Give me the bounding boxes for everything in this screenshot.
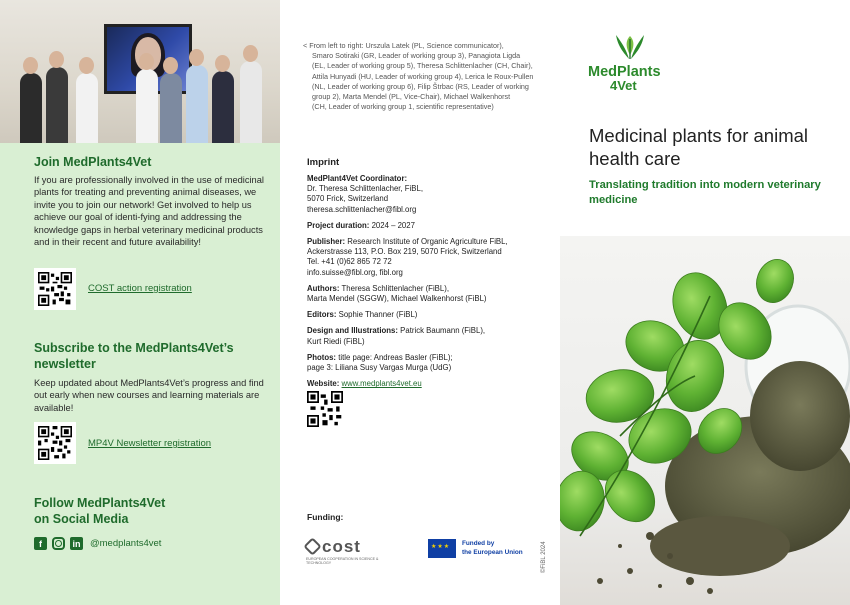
left-panel	[0, 0, 280, 605]
photos-block	[307, 353, 547, 373]
caption-line: Attila Hunyadi (HU, Leader of working group 4), Lerica le Roux-Pullen	[312, 71, 534, 81]
join-title: Join MedPlants4Vet	[34, 155, 152, 169]
newsletter-title-line2: newsletter	[34, 357, 96, 371]
website-label: Website:	[307, 379, 340, 389]
design-line2: Kurt Riedi (FiBL)	[307, 336, 365, 346]
newsletter-title-line1: Subscribe to the MedPlants4Vet’s	[34, 341, 234, 355]
design-block	[307, 326, 547, 346]
authors-block	[307, 284, 547, 304]
social-handle[interactable]: @medplants4vet	[90, 538, 162, 549]
logo-text-line1: MedPlants	[588, 64, 661, 80]
linkedin-icon[interactable]: in	[70, 537, 83, 550]
funding-label: Funding:	[307, 512, 344, 522]
caption-line: (NL, Leader of working group 6), Filip Štrbac (RS, Leader of working	[312, 81, 529, 91]
eu-line1: Funded by	[462, 540, 495, 548]
eu-funding-text	[462, 540, 523, 557]
middle-panel	[280, 0, 560, 605]
newsletter-title	[34, 340, 234, 372]
authors-line1: Theresa Schlittenlacher (FiBL),	[341, 283, 449, 293]
authors-line2: Marta Mendel (SGGW), Michael Walkenhorst (FiBL)	[307, 294, 487, 304]
social-title-line1: Follow MedPlants4Vet	[34, 496, 166, 510]
coordinator-name: Dr. Theresa Schlittenlacher, FiBL,	[307, 184, 423, 194]
copyright-note: ©FiBL 2024	[541, 541, 547, 573]
caption-line: < From left to right: Urszula Latek (PL, Science communicator),	[303, 41, 504, 50]
eu-line2: the European Union	[462, 548, 523, 556]
cost-qr-code[interactable]	[34, 268, 76, 310]
cover-subtitle: Translating tradition into modern veterinary medicine	[589, 179, 821, 206]
design-label: Design and Illustrations:	[307, 326, 398, 336]
qr-code-icon	[38, 426, 72, 460]
logo-text-line2: 4Vet	[610, 78, 637, 93]
cover-panel	[560, 0, 850, 605]
publisher-phone: Tel. +41 (0)62 865 72 72	[307, 257, 392, 267]
caption-line: (CH, Leader of working group 1, scientific representative)	[312, 102, 494, 112]
newsletter-text: Keep updated about MedPlants4Vet’s progress and find out early when new courses and learning materials are available!	[34, 378, 264, 413]
leaf-logo-icon	[612, 33, 648, 61]
publisher-name: Research Institute of Organic Agriculture FiBL,	[347, 237, 508, 247]
cost-hexagon-icon	[303, 537, 321, 555]
publisher-label: Publisher:	[307, 237, 346, 247]
newsletter-registration-link[interactable]: MP4V Newsletter registration	[88, 438, 212, 449]
website-link[interactable]: www.medplants4vet.eu	[341, 379, 422, 389]
editors-value: Sophie Thanner (FiBL)	[338, 310, 418, 320]
editors-block	[307, 310, 547, 320]
website-block	[307, 379, 547, 389]
cost-tagline: EUROPEAN COOPERATION IN SCIENCE & TECHNOLOGY	[306, 557, 379, 566]
cost-registration-link[interactable]: COST action registration	[88, 283, 192, 294]
mint-leaves-image	[560, 236, 850, 605]
duration-value: 2024 – 2027	[371, 220, 415, 230]
instagram-icon[interactable]	[52, 537, 65, 550]
coordinator-email[interactable]: theresa.schlittenlacher@fibl.org	[307, 204, 417, 214]
editors-label: Editors:	[307, 310, 337, 320]
photos-line1: title page: Andreas Basler (FiBL);	[338, 352, 453, 362]
eu-funding-logo	[428, 539, 523, 558]
join-text: If you are professionally involved in the use of medicinal plants for treating and preventing animal diseases, we invite you to join our network! Get involved to help us achieve our goal of identi-fying and addressing the knowledge gaps in herbal veterinary medicinal products and in their recent and future availability!	[34, 175, 264, 248]
duration-block	[307, 221, 547, 231]
photos-label: Photos:	[307, 352, 337, 362]
facebook-icon[interactable]: f	[34, 537, 47, 550]
coordinator-block	[307, 174, 547, 215]
social-title-line2: on Social Media	[34, 512, 129, 526]
qr-code-icon	[38, 272, 72, 306]
photo-caption	[303, 41, 548, 112]
duration-label: Project duration:	[307, 220, 370, 230]
eu-flag-icon	[428, 539, 456, 558]
herb-photo	[560, 236, 850, 605]
imprint-block	[307, 174, 547, 395]
caption-line: Smaro Sotiraki (GR, Leader of working group 3), Panagiota Ligda	[312, 51, 521, 61]
coordinator-address: 5070 Frick, Switzerland	[307, 194, 389, 204]
publisher-contact[interactable]: info.suisse@fibl.org, fibl.org	[307, 267, 403, 277]
publisher-block	[307, 237, 547, 278]
group-photo	[0, 0, 280, 143]
cost-wordmark: cost	[322, 537, 361, 556]
publisher-address: Ackerstrasse 113, P.O. Box 219, 5070 Frick, Switzerland	[307, 247, 502, 257]
website-qr-code[interactable]	[307, 391, 343, 427]
authors-label: Authors:	[307, 283, 340, 293]
social-links	[34, 537, 161, 550]
caption-line: (EL, Leader of working group 5), Theresa Schlittenlacher (CH, Chair),	[312, 61, 533, 71]
design-line1: Patrick Baumann (FiBL),	[400, 326, 486, 336]
social-title	[34, 495, 165, 527]
cost-logo	[304, 537, 390, 569]
medplants4vet-logo	[588, 33, 678, 93]
imprint-title: Imprint	[307, 157, 340, 168]
qr-code-icon	[307, 391, 343, 427]
cover-title: Medicinal plants for animal health care	[589, 125, 809, 169]
coordinator-label: MedPlant4Vet Coordinator:	[307, 174, 408, 183]
photos-line2: page 3: Liliana Susy Vargas Murga (UdG)	[307, 363, 452, 373]
newsletter-qr-code[interactable]	[34, 422, 76, 464]
caption-line: group 2), Marta Mendel (PL, Vice-Chair), Michael Walkenhorst	[312, 92, 511, 102]
